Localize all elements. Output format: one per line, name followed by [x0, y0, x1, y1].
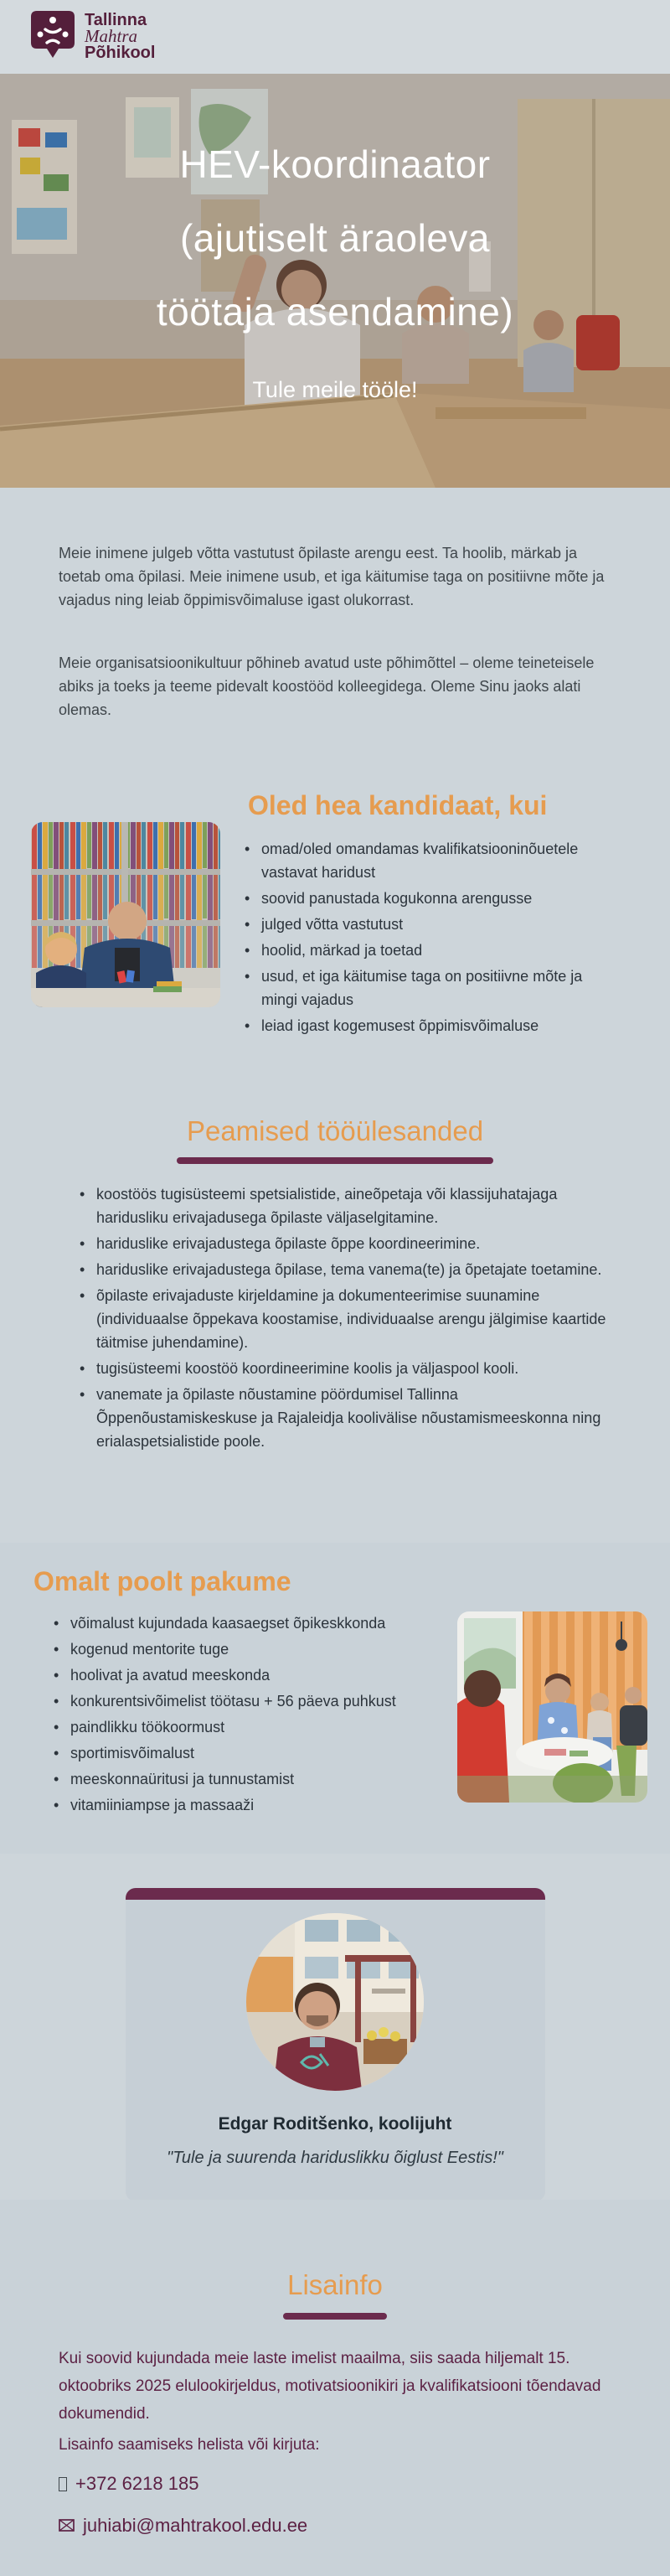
list-item: • hariduslike erivajadustega õpilaste õppe koordineerimine.: [78, 1232, 614, 1255]
team-meeting-photo: [457, 1611, 647, 1803]
library-photo: [31, 822, 220, 1007]
email-contact[interactable]: [59, 2515, 670, 2537]
list-item: • vitamiiniampse ja massaaži: [52, 1793, 420, 1817]
list-item: • sportimisvõimalust: [52, 1741, 420, 1765]
list-item: • hoolivat ja avatud meeskonda: [52, 1663, 420, 1687]
school-name: [85, 10, 156, 62]
tasks-divider: [177, 1157, 493, 1164]
list-item: • õpilaste erivajaduste kirjeldamine ja dokumenteerimise suunamine (individuaalse õppekava koostamise, individuaalse arengu jälgimise kaartide täitmise juhendamine).: [78, 1284, 614, 1354]
list-item: • konkurentsivõimelist töötasu + 56 päeva puhkust: [52, 1689, 420, 1713]
contact-paragraph: Kui soovid kujundada meie laste imelist maailma, siis saada hiljemalt 15. oktoobriks 2025 elulookirjeldus, motivatsioonikiri ja kvalifikatsiooni tõendavad dokumendid.: [59, 2350, 601, 2423]
intro-paragraph-1: Meie inimene julgeb võtta vastutust õpilaste arengu eest. Ta hoolib, märkab ja toetab oma õpilasi. Meie inimene usub, et iga käitumise taga on positiivne mõte ja vajadus ning leiab õppimisvõimaluse igast olukorrast.: [59, 545, 605, 608]
school-name-line1: Tallinna: [85, 10, 147, 29]
phone-icon: [59, 2477, 67, 2491]
section-intro-candidate-tasks: [0, 488, 670, 1543]
list-item: • kogenud mentorite tuge: [52, 1637, 420, 1661]
principal-name: Edgar Roditšenko, koolijuht: [218, 2114, 452, 2134]
candidate-section-heading: Oled hea kandidaat, kui: [248, 790, 548, 820]
list-item: • hoolid, märkad ja toetad: [243, 939, 588, 962]
quote-card-accent-bar: [126, 1888, 545, 1900]
quote-card: [126, 1888, 545, 2201]
section-offer: [0, 1543, 670, 1854]
list-item: • omad/oled omandamas kvalifikatsiooninõuetele vastavat haridust: [243, 837, 588, 884]
contact-section-heading: Lisainfo: [287, 2269, 383, 2300]
phone-contact[interactable]: [59, 2473, 670, 2495]
school-logo-icon: [31, 11, 75, 64]
school-name-line2: Mahtra: [85, 25, 137, 46]
job-title-line3: töötaja asendamine): [156, 290, 514, 334]
job-title-line2: (ajutiselt äraoleva: [179, 216, 491, 260]
principal-quote: "Tule ja suurenda hariduslikku õiglust Eestis!": [167, 2149, 503, 2167]
contact-divider: [283, 2313, 387, 2320]
school-logo[interactable]: [31, 11, 155, 64]
list-item: • vanemate ja õpilaste nõustamine pöördumisel Tallinna Õppenõustamiskeskuse ja Rajaleidja koolivälise nõustamismeeskonna ning erialaspetsialistide poole.: [78, 1383, 614, 1453]
list-item: • usud, et iga käitumise taga on positiivne mõte ja mingi vajadus: [243, 965, 588, 1011]
list-item: • leiad igast kogemusest õppimisvõimaluse: [243, 1014, 588, 1037]
hero-banner: [0, 74, 670, 488]
hero-subtitle: Tule meile tööle!: [252, 377, 418, 402]
section-contact: [0, 2200, 670, 2576]
candidate-list: [243, 837, 588, 1040]
contact-instruction: Lisainfo saamiseks helista või kirjuta:: [59, 2436, 320, 2454]
email-address: juhiabi@mahtrakool.edu.ee: [83, 2515, 308, 2536]
list-item: • soovid panustada kogukonna arengusse: [243, 887, 588, 910]
list-item: • tugisüsteemi koostöö koordineerimine koolis ja väljaspool kooli.: [78, 1357, 614, 1380]
job-title: [0, 127, 670, 349]
offer-list: [52, 1611, 420, 1819]
job-title-line1: HEV-koordinaator: [179, 142, 491, 186]
principal-portrait-photo: [246, 1913, 424, 2091]
list-item: • paindlikku töökoormust: [52, 1715, 420, 1739]
phone-number: +372 6218 185: [75, 2473, 199, 2494]
school-name-line3: Põhikool: [85, 43, 156, 62]
intro-paragraph-2: Meie organisatsioonikultuur põhineb avatud uste põhimõttel – oleme teineteisele abiks ja toeks ja teeme pidevalt koostööd kolleegidega. Oleme Sinu jaoks alati olemas.: [59, 654, 595, 718]
list-item: • julged võtta vastutust: [243, 913, 588, 936]
email-icon: [59, 2515, 75, 2537]
list-item: • meeskonnaüritusi ja tunnustamist: [52, 1767, 420, 1791]
section-quote: [0, 1854, 670, 2200]
offer-section-heading: Omalt poolt pakume: [34, 1566, 291, 1596]
tasks-list: [78, 1182, 614, 1453]
tasks-section-heading: Peamised tööülesanded: [186, 1115, 484, 1146]
list-item: • võimalust kujundada kaasaegset õpikeskkonda: [52, 1611, 420, 1635]
list-item: • hariduslike erivajadustega õpilase, tema vanema(te) ja õpetajate toetamine.: [78, 1258, 614, 1281]
page-header: [0, 0, 670, 74]
list-item: • koostöös tugisüsteemi spetsialistide, aineõpetaja või klassijuhatajaga haridusliku erivajadusega õpilaste väljaselgitamine.: [78, 1182, 614, 1229]
